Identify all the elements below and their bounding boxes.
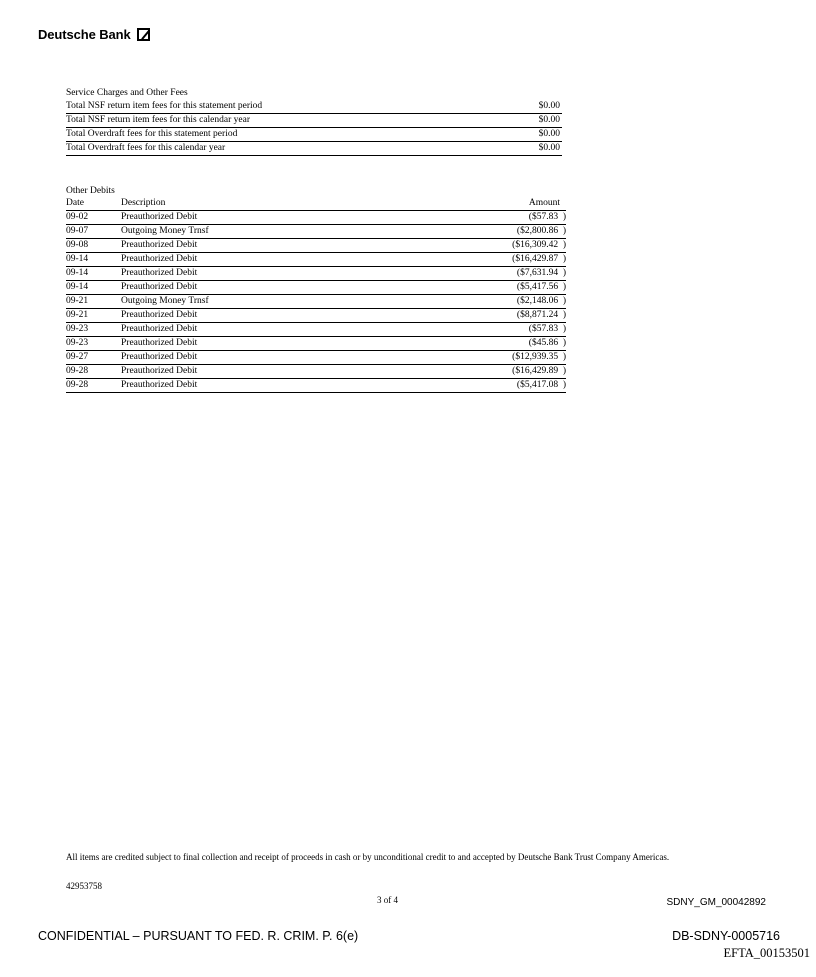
column-header-amount: Amount <box>528 198 560 208</box>
debit-amount: ($2,800.86 ) <box>516 226 566 236</box>
fee-row <box>66 114 562 128</box>
account-number: 42953758 <box>66 881 102 891</box>
debit-description: Preauthorized Debit <box>121 212 198 222</box>
table-row <box>66 211 566 225</box>
debit-amount: ($7,631.94 ) <box>516 268 566 278</box>
debit-date: 09-02 <box>66 212 89 222</box>
confidential-notice: CONFIDENTIAL – PURSUANT TO FED. R. CRIM. P. 6(e) <box>38 929 359 943</box>
table-header <box>66 198 566 211</box>
debit-amount: ($16,309.42 ) <box>512 240 566 250</box>
debit-description: Preauthorized Debit <box>121 324 198 334</box>
debit-description: Outgoing Money Trnsf <box>121 226 209 236</box>
table-row <box>66 379 566 393</box>
table-row <box>66 323 566 337</box>
fee-amount: $0.00 <box>538 115 560 125</box>
debit-date: 09-07 <box>66 226 89 236</box>
debit-date: 09-21 <box>66 296 89 306</box>
table-row <box>66 253 566 267</box>
debit-description: Preauthorized Debit <box>121 366 198 376</box>
debit-description: Preauthorized Debit <box>121 282 198 292</box>
table-row <box>66 239 566 253</box>
debit-description: Preauthorized Debit <box>121 380 198 390</box>
debit-amount: ($57.83 ) <box>528 324 566 334</box>
other-debits-table <box>66 184 566 393</box>
debit-description: Preauthorized Debit <box>121 338 198 348</box>
bank-name: Deutsche Bank <box>38 27 131 42</box>
debit-amount: ($57.83 ) <box>528 212 566 222</box>
bates-db-sdny: DB-SDNY-0005716 <box>672 929 780 943</box>
fee-row <box>66 100 562 114</box>
table-row <box>66 337 566 351</box>
table-row <box>66 281 566 295</box>
debit-date: 09-27 <box>66 352 89 362</box>
debit-date: 09-23 <box>66 338 89 348</box>
fee-amount: $0.00 <box>538 101 560 111</box>
service-charges-title: Service Charges and Other Fees <box>66 88 188 98</box>
column-header-description: Description <box>121 198 166 208</box>
other-debits-title: Other Debits <box>66 186 115 196</box>
debit-date: 09-28 <box>66 380 89 390</box>
debit-amount: ($8,871.24 ) <box>516 310 566 320</box>
fee-label: Total Overdraft fees for this statement period <box>66 129 238 139</box>
fee-label: Total Overdraft fees for this calendar year <box>66 143 226 153</box>
footer-note: All items are credited subject to final collection and receipt of proceeds in cash or by unconditional credit to and accepted by Deutsche Bank Trust Company Americas. <box>66 852 670 862</box>
debit-description: Outgoing Money Trnsf <box>121 296 209 306</box>
service-charges-table <box>66 86 562 156</box>
table-row <box>66 351 566 365</box>
fee-row <box>66 128 562 142</box>
debit-description: Preauthorized Debit <box>121 352 198 362</box>
table-row <box>66 309 566 323</box>
bank-slash-logo-icon <box>137 28 150 41</box>
efta-number: EFTA_00153501 <box>723 946 810 960</box>
table-row <box>66 267 566 281</box>
bank-logo <box>38 27 150 42</box>
fee-label: Total NSF return item fees for this statement period <box>66 101 263 111</box>
debit-description: Preauthorized Debit <box>121 268 198 278</box>
table-row <box>66 365 566 379</box>
debit-amount: ($5,417.56 ) <box>516 282 566 292</box>
debit-rows <box>66 211 566 393</box>
debit-description: Preauthorized Debit <box>121 310 198 320</box>
debit-amount: ($2,148.06 ) <box>516 296 566 306</box>
table-row <box>66 225 566 239</box>
fee-amount: $0.00 <box>538 143 560 153</box>
column-header-date: Date <box>66 198 84 208</box>
debit-date: 09-23 <box>66 324 89 334</box>
debit-date: 09-21 <box>66 310 89 320</box>
debit-date: 09-08 <box>66 240 89 250</box>
debit-amount: ($12,939.35 ) <box>512 352 566 362</box>
page-number: 3 of 4 <box>377 895 398 905</box>
debit-amount: ($16,429.87 ) <box>512 254 566 264</box>
debit-date: 09-28 <box>66 366 89 376</box>
debit-date: 09-14 <box>66 254 89 264</box>
debit-amount: ($5,417.08 ) <box>516 380 566 390</box>
debit-date: 09-14 <box>66 268 89 278</box>
fee-label: Total NSF return item fees for this calendar year <box>66 115 250 125</box>
debit-amount: ($16,429.89 ) <box>512 366 566 376</box>
bates-sdny-gm: SDNY_GM_00042892 <box>666 897 766 908</box>
fee-amount: $0.00 <box>538 129 560 139</box>
debit-description: Preauthorized Debit <box>121 240 198 250</box>
debit-amount: ($45.86 ) <box>528 338 566 348</box>
fee-row <box>66 142 562 156</box>
table-row <box>66 295 566 309</box>
debit-description: Preauthorized Debit <box>121 254 198 264</box>
debit-date: 09-14 <box>66 282 89 292</box>
